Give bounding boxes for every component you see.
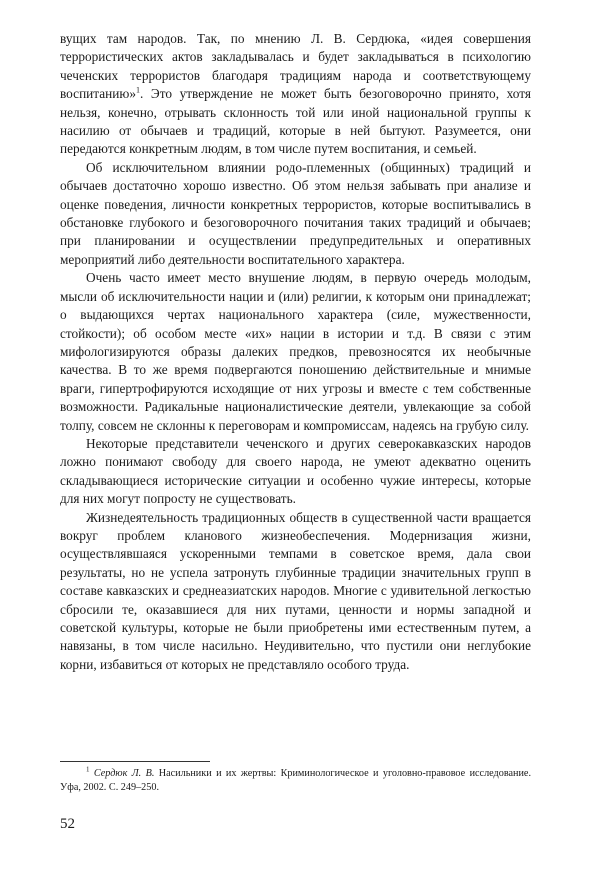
footnote-text: Насильники и их жертвы: Криминологическое и уголовно-правовое исследование. Уфа, 2002. С. 249–250.: [60, 768, 531, 793]
paragraph-5: Жизнедеятельность традиционных обществ в существенной части вращается вокруг проблем кланового жизнеобеспечения. Модернизация жизни, осуществлявшаяся ускоренными темпами в советское время, дала свои результаты, но не успела затронуть глубинные традиции значительных групп в составе кавказских и среднеазиатских народов. Многие с удивительной легкостью сбросили те, оказавшиеся для них путами, ценности и нормы западной и советской культуры, которые не были приобретены ими естественным путем, а навязаны, в том числе насильно. Неудивительно, что пустили они неглубокие корни, избавиться от которых не представляло особого труда.: [60, 509, 531, 672]
paragraph-4: Некоторые представители чеченского и других северокавказских народов ложно понимают свободу для своего народа, не умеют адекватно оценить складывающиеся исторические ситуации и особенно чужие интересы, которые для них могут попросту не существовать.: [60, 435, 531, 507]
footnote-divider: [60, 761, 210, 762]
footnote: [60, 767, 531, 795]
paragraph-1: [60, 30, 531, 159]
paragraph-1-continuation: . Это утверждение не может быть безоговорочно принято, хотя нельзя, конечно, отрывать склонность той или иной национальной группы к насилию от обычаев и традиций, которые в ней бытуют. Разумеется, они передаются конкретным людям, в том числе путем воспитания, и семьей.: [60, 86, 531, 157]
footnote-author: Сердюк Л. В.: [93, 768, 155, 779]
footnote-marker: 1: [86, 765, 90, 774]
paragraph-3: Очень часто имеет место внушение людям, в первую очередь молодым, мысли об исключительности нации и (или) религии, к которым они принадлежат; о выдающихся чертах национального характера (силе, мужественности, стойкости); об особом месте «их» нации в истории и т.д. В связи с этим мифологизируются образы далеких предков, превозносятся их необычные качества. В то же время подвергаются поношению действительные и мнимые враги, гипертрофируются исходящие от них угрозы и вместе с тем собственные возможности. Радикальные националистические деятели, увлекающие за собой толпу, совсем не склонны к переговорам и компромиссам, надеясь на грубую силу.: [60, 270, 531, 433]
paragraph-1-text: вущих там народов. Так, по мнению Л. В. Сердюка, «идея совершения террористических актов закладывалась и будет закладываться в психологию чеченских террористов благодаря традициям народа и соответствующему воспитанию»: [60, 31, 531, 102]
paragraph-2: Об исключительном влиянии родо-племенных (общинных) традиций и обычаев достаточно хорошо известно. Об этом нельзя забывать при анализе и оценке поведения, личности конкретных террористов, которые воспитывались в обстановке глубокого и безоговорочного почитания таких традиций и обычаев; при планировании и осуществлении предупредительных и оперативных мероприятий либо деятельности воспитательного характера.: [60, 159, 531, 267]
footnote-reference[interactable]: 1: [136, 85, 140, 95]
body-text: [60, 30, 531, 674]
page-number: 52: [60, 816, 75, 832]
